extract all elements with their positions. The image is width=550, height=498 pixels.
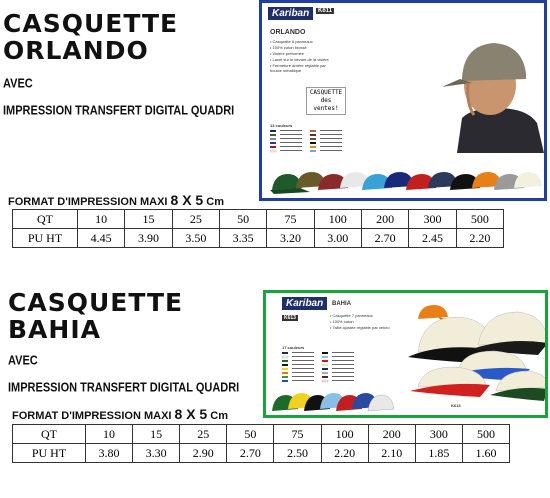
bahia-feature-3: • Taille ajustée réglable par velcro xyxy=(330,325,390,330)
bahia-feature-1: • Casquette 7 panneaux xyxy=(330,313,373,318)
bahia-avec: AVEC xyxy=(8,354,38,368)
bahia-price-table xyxy=(12,424,510,463)
bahia-catalog-image xyxy=(263,290,548,418)
bahia-title-line1: CASQUETTE xyxy=(8,288,184,317)
bahia-price-cell: 1.85 xyxy=(415,444,462,463)
orlando-price-cell: 3.90 xyxy=(125,229,172,248)
orlando-price-cell: 2.70 xyxy=(361,229,408,248)
bahia-format-size: 8 X 5 xyxy=(174,406,208,422)
orlando-format-label: FORMAT D'IMPRESSION MAXI xyxy=(8,196,168,208)
swatch-grid xyxy=(270,130,370,160)
orlando-colors-label: 13 couleurs xyxy=(270,123,293,128)
orlando-price-cell: 4.45 xyxy=(78,229,125,248)
bahia-pu-label: PU HT xyxy=(13,444,86,463)
bahia-qt-cell: 100 xyxy=(321,425,368,444)
orlando-qt-cell: 300 xyxy=(409,210,456,229)
bahia-title-line2: BAHIA xyxy=(8,315,101,344)
bahia-qt-cell: 300 xyxy=(415,425,462,444)
orlando-format xyxy=(8,192,224,208)
orlando-price-cell: 3.50 xyxy=(172,229,219,248)
bahia-qt-cell: 500 xyxy=(462,425,509,444)
orlando-handwritten-note: CASQUETTE des ventes! xyxy=(306,87,346,115)
bahia-format-unit: Cm xyxy=(210,410,229,422)
bahia-qt-label: QT xyxy=(13,425,86,444)
orlando-qt-cell: 25 xyxy=(172,210,219,229)
orlando-qt-cell: 100 xyxy=(314,210,361,229)
orlando-format-size: 8 X 5 xyxy=(170,192,204,208)
orlando-price-table xyxy=(12,209,504,248)
orlando-feature-3: • Visière préformée xyxy=(270,51,305,56)
bahia-qt-cell: 75 xyxy=(274,425,321,444)
bahia-model-name: BAHIA xyxy=(332,301,351,307)
orlando-qt-cell: 200 xyxy=(361,210,408,229)
orlando-qt-cell: 15 xyxy=(125,210,172,229)
bahia-price-cell: 2.20 xyxy=(321,444,368,463)
bahia-qt-cell: 10 xyxy=(86,425,133,444)
bahia-color-swatches xyxy=(282,352,372,392)
bahia-price-cell: 3.80 xyxy=(86,444,133,463)
orlando-feature-1: • Casquette 6 panneaux xyxy=(270,39,313,44)
orlando-feature-5: • Fermeture arrière réglable par boucle métallique xyxy=(270,63,326,73)
bahia-price-cell: 2.50 xyxy=(274,444,321,463)
orlando-pu-label: PU HT xyxy=(13,229,78,248)
bahia-price-cell: 2.70 xyxy=(227,444,274,463)
bahia-price-cell: 1.60 xyxy=(462,444,509,463)
orlando-price-cell: 3.20 xyxy=(267,229,314,248)
orlando-qt-cell: 500 xyxy=(456,210,503,229)
bahia-format-label: FORMAT D'IMPRESSION MAXI xyxy=(12,410,172,422)
bahia-qt-cell: 50 xyxy=(227,425,274,444)
orlando-qt-cell: 50 xyxy=(219,210,266,229)
orlando-color-swatches xyxy=(270,130,370,160)
orlando-price-cell: 3.00 xyxy=(314,229,361,248)
orlando-price-cell: 2.45 xyxy=(409,229,456,248)
orlando-title-line1: CASQUETTE xyxy=(3,9,179,38)
bahia-colors-label: 17 couleurs xyxy=(282,345,305,350)
orlando-brand-logo: Kariban xyxy=(268,7,313,20)
bahia-impression: IMPRESSION TRANSFERT DIGITAL QUADRI xyxy=(8,381,240,395)
orlando-qt-cell: 10 xyxy=(78,210,125,229)
bahia-qt-cell: 15 xyxy=(133,425,180,444)
orlando-qt-cell: 75 xyxy=(267,210,314,229)
bahia-format xyxy=(12,406,228,422)
orlando-title-line2: ORLANDO xyxy=(3,36,149,65)
bahia-price-cell: 3.30 xyxy=(133,444,180,463)
orlando-format-unit: Cm xyxy=(206,196,225,208)
bahia-cap-row xyxy=(270,387,400,417)
orlando-feature-2: • 100% coton brossé xyxy=(270,45,307,50)
orlando-price-cell: 3.35 xyxy=(219,229,266,248)
orlando-catalog-image xyxy=(259,0,547,201)
orlando-price-row xyxy=(13,229,504,248)
bahia-qt-row xyxy=(13,425,510,444)
orlando-avec: AVEC xyxy=(3,77,33,91)
orlando-qt-label: QT xyxy=(13,210,78,229)
orlando-price-cell: 2.20 xyxy=(456,229,503,248)
bahia-feature-2: • 100% coton xyxy=(330,319,354,324)
bahia-price-cell: 2.90 xyxy=(180,444,227,463)
bahia-cap-stack xyxy=(398,307,548,402)
orlando-qt-row xyxy=(13,210,504,229)
orlando-code-badge: K611 xyxy=(318,8,333,14)
orlando-impression: IMPRESSION TRANSFERT DIGITAL QUADRI xyxy=(3,104,235,118)
bahia-price-cell: 2.10 xyxy=(368,444,415,463)
bahia-ref-label: K613 xyxy=(451,403,461,408)
bahia-code-badge: K613 xyxy=(284,315,296,321)
orlando-model-photo xyxy=(402,23,544,153)
bahia-qt-cell: 25 xyxy=(180,425,227,444)
orlando-feature-4: • Lacet sur le devant de la visière xyxy=(270,57,329,62)
orlando-cap-row xyxy=(270,166,542,198)
bahia-price-row xyxy=(13,444,510,463)
bahia-qt-cell: 200 xyxy=(368,425,415,444)
orlando-model-name: ORLANDO xyxy=(270,29,306,36)
bahia-brand-logo: Kariban xyxy=(282,297,327,310)
